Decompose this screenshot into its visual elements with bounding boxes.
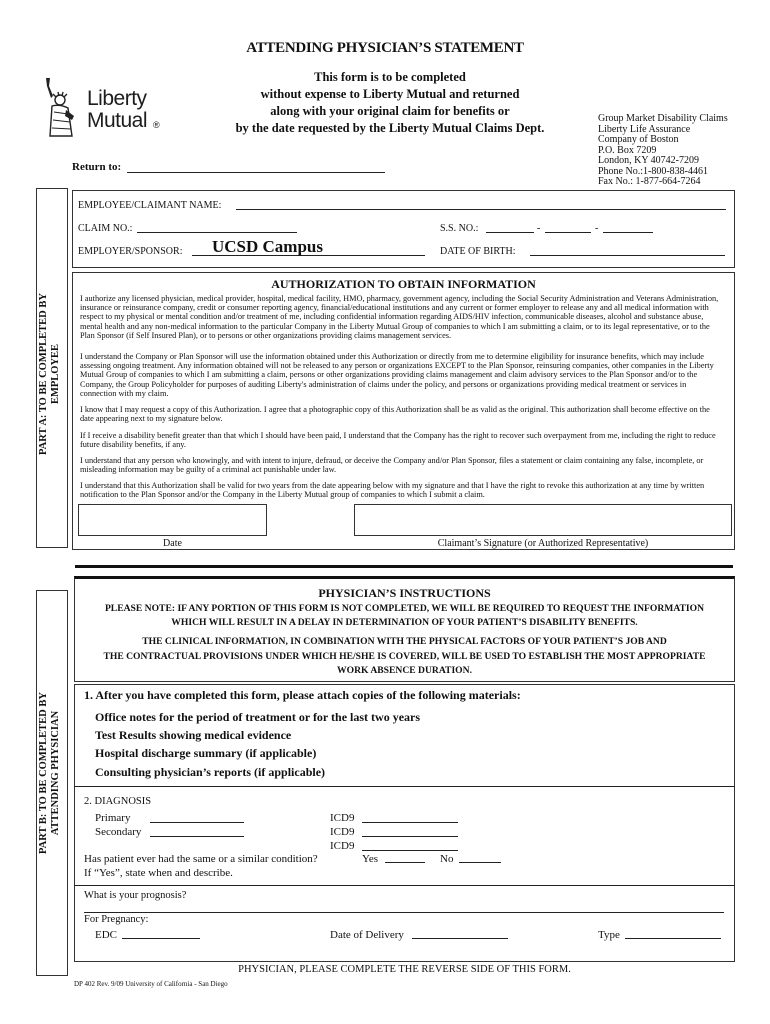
- part-a-side-label-line2: EMPLOYEE: [50, 343, 61, 405]
- delivery-date-label: Date of Delivery: [330, 929, 404, 941]
- employee-name-label: EMPLOYEE/CLAIMANT NAME:: [78, 200, 222, 211]
- subtitle-line-2: without expense to Liberty Mutual and returned: [260, 87, 520, 101]
- return-to-label: Return to:: [72, 161, 122, 173]
- reverse-side-note: PHYSICIAN, PLEASE COMPLETE THE REVERSE SIDE OF THIS FORM.: [238, 964, 571, 975]
- form-title: ATTENDING PHYSICIAN’S STATEMENT: [246, 40, 524, 56]
- section-divider: [75, 565, 733, 568]
- dob-field[interactable]: [530, 255, 725, 256]
- claim-no-label: CLAIM NO.:: [78, 223, 133, 234]
- icd9-field[interactable]: [362, 850, 458, 851]
- part-a-side-label-line1: PART A: TO BE COMPLETED BY: [38, 293, 49, 455]
- icd9-label: ICD9: [330, 840, 355, 852]
- yes-field[interactable]: [385, 862, 425, 863]
- registered-mark: ®: [153, 120, 160, 130]
- primary-label: Primary: [95, 812, 131, 824]
- ssn-field-part1[interactable]: [486, 232, 534, 233]
- authorization-paragraph: I understand that this Authorization shall be valid for two years from the date appearing below with my signature and that I have the right to revoke this authorization at any time by written notification to the Plan Sponsor and/or the Company in the Liberty Mutual group of companies to which I submit a claim.: [80, 481, 705, 500]
- address-block: [598, 114, 728, 188]
- address-line: Phone No.:1-800-838-4461: [598, 165, 708, 177]
- yes-label: Yes: [362, 853, 379, 865]
- materials-instruction: 1. After you have completed this form, please attach copies of the following materials:: [84, 688, 521, 702]
- ssn-field-part3[interactable]: [603, 232, 653, 233]
- ssn-dash: -: [595, 223, 599, 234]
- ssn-label: S.S. NO.:: [440, 223, 479, 234]
- edc-field[interactable]: [122, 938, 200, 939]
- physician-section-box: [74, 684, 735, 962]
- subtitle-line-1: This form is to be completed: [314, 70, 466, 84]
- subtitle-line-3: along with your original claim for benefits or: [270, 104, 510, 118]
- revision-note: DP 402 Rev. 9/09 University of California - San Diego: [74, 980, 228, 988]
- ssn-field-part2[interactable]: [545, 232, 591, 233]
- claimant-signature-field[interactable]: [354, 504, 732, 536]
- prognosis-field[interactable]: [84, 912, 724, 913]
- authorization-paragraph: I authorize any licensed physician, medical provider, hospital, medical facility, HMO, pharmacy, government agency, including the Social Security Administration and Veterans Administration, insurance or reinsurance company, credit or consumer reporting agency, financial/educational institutions and any current or former employer to release any and all medical information with respect to my physical or mental condition and/or treatment of me, including confidential information regarding AIDS/HIV infection, communicable diseases, alcohol and substance abuse, mental health and any non-medical information to the particular Company in the Liberty Mutual Group of companies to which I am submitting a claim, or to its legal representative, or to the Plan Sponsor (if Self Insured Plan), or to persons or other organizations providing claims management services.: [80, 294, 719, 340]
- return-to-field[interactable]: [127, 172, 385, 173]
- statue-of-liberty-icon: [38, 76, 88, 140]
- employer-label: EMPLOYER/SPONSOR:: [78, 246, 183, 257]
- diagnosis-heading: 2. DIAGNOSIS: [84, 796, 152, 807]
- type-field[interactable]: [625, 938, 721, 939]
- claim-no-field[interactable]: [137, 232, 297, 233]
- address-line: P.O. Box 7209: [598, 144, 657, 156]
- icd9-field[interactable]: [362, 822, 458, 823]
- authorization-paragraph: I know that I may request a copy of this Authorization. I agree that a photographic copy of this Authorization shall be as valid as the original. This authorization shall become effective on the date appearing next to my signature below.: [80, 405, 710, 424]
- material-item: Consulting physician’s reports (if applicable): [95, 765, 326, 779]
- if-yes-label: If “Yes”, state when and describe.: [84, 867, 233, 879]
- note-line-1: PLEASE NOTE: IF ANY PORTION OF THIS FORM IS NOT COMPLETED, WE WILL BE REQUIRED TO REQUEST THE INFORMATION: [104, 603, 705, 614]
- address-line: London, KY 40742-7209: [598, 155, 700, 166]
- authorization-heading: AUTHORIZATION TO OBTAIN INFORMATION: [271, 277, 536, 291]
- clinical-line-3: WORK ABSENCE DURATION.: [337, 665, 472, 676]
- address-line: Fax No.: 1-877-664-7264: [598, 176, 701, 187]
- clinical-line-1: THE CLINICAL INFORMATION, IN COMBINATION WITH THE PHYSICAL FACTORS OF YOUR PATIENT’S JOB AND: [142, 636, 667, 647]
- dob-label: DATE OF BIRTH:: [440, 246, 516, 257]
- instructions-heading: PHYSICIAN’S INSTRUCTIONS: [318, 586, 491, 600]
- part-a-side-label: [38, 284, 62, 464]
- delivery-date-field[interactable]: [412, 938, 508, 939]
- part-b-side-label-line1: PART B: TO BE COMPLETED BY: [38, 692, 49, 854]
- address-line: Group Market Disability Claims: [598, 113, 728, 124]
- authorization-paragraph: I understand the Company or Plan Sponsor will use the information obtained under this Authorization or directly from me to determine eligibility for insurance benefits, which may include assessing ongoing treatment. Any information obtained will not be released to any person or organizations EXCEPT to the Plan Sponsor, reinsuring companies, other companies in the Liberty Mutual Group of companies to which I am submitting a claim, persons or other organizations providing claims management and claim advisory services to the Plan Sponsor and/or to the Company, the Group Policyholder for purposes of auditing Liberty's administration of claims under the policy, and persons or organizations providing medical treatment or services in connection with my claim.: [80, 352, 714, 398]
- address-line: Company of Boston: [598, 134, 679, 145]
- primary-diagnosis-field[interactable]: [150, 822, 244, 823]
- type-label: Type: [598, 929, 620, 941]
- part-b-side-label: [38, 678, 62, 868]
- material-item: Test Results showing medical evidence: [95, 728, 292, 742]
- employee-name-field[interactable]: [236, 209, 726, 210]
- authorization-paragraph: I understand that any person who knowingly, and with intent to injure, defraud, or deceive the Company and/or Plan Sponsor, files a statement or claim containing any false, incomplete, or misleading information may be guilty of a criminal act punishable under law.: [80, 456, 704, 475]
- no-field[interactable]: [459, 862, 501, 863]
- date-label: Date: [163, 538, 182, 549]
- similar-condition-label: Has patient ever had the same or a similar condition?: [84, 853, 318, 865]
- prognosis-label: What is your prognosis?: [84, 890, 187, 901]
- date-signature-field[interactable]: [78, 504, 267, 536]
- employer-value: UCSD Campus: [212, 237, 323, 256]
- pregnancy-label: For Pregnancy:: [84, 914, 149, 925]
- logo-text-liberty: Liberty: [87, 87, 147, 110]
- material-item: Hospital discharge summary (if applicable): [95, 746, 317, 760]
- address-line: Liberty Life Assurance: [598, 123, 691, 135]
- logo-text-mutual: Mutual: [87, 109, 148, 132]
- note-line-2: WHICH WILL RESULT IN A DELAY IN DETERMINATION OF YOUR PATIENT’S DISABILITY BENEFITS.: [171, 617, 638, 628]
- secondary-diagnosis-field[interactable]: [150, 836, 244, 837]
- divider: [74, 786, 735, 787]
- secondary-label: Secondary: [95, 826, 142, 838]
- divider: [74, 885, 735, 886]
- signature-label: Claimant’s Signature (or Authorized Representative): [437, 538, 649, 549]
- subtitle-line-4: by the date requested by the Liberty Mutual Claims Dept.: [235, 121, 545, 135]
- no-label: No: [440, 853, 454, 865]
- ssn-dash: -: [537, 223, 541, 234]
- authorization-paragraph: If I receive a disability benefit greater than that which I should have been paid, I understand that the Company has the right to recover such overpayment from me, including the right to reduce future disability benefits, if any.: [80, 431, 716, 450]
- icd9-label: ICD9: [330, 826, 355, 838]
- clinical-line-2: THE CONTRACTUAL PROVISIONS UNDER WHICH HE/SHE IS COVERED, WILL BE USED TO ESTABLISH THE MOST APPROPRIATE: [103, 651, 706, 662]
- icd9-field[interactable]: [362, 836, 458, 837]
- part-b-side-label-line2: ATTENDING PHYSICIAN: [50, 710, 61, 836]
- icd9-label: ICD9: [330, 812, 355, 824]
- material-item: Office notes for the period of treatment or for the last two years: [95, 710, 421, 724]
- edc-label: EDC: [95, 929, 117, 941]
